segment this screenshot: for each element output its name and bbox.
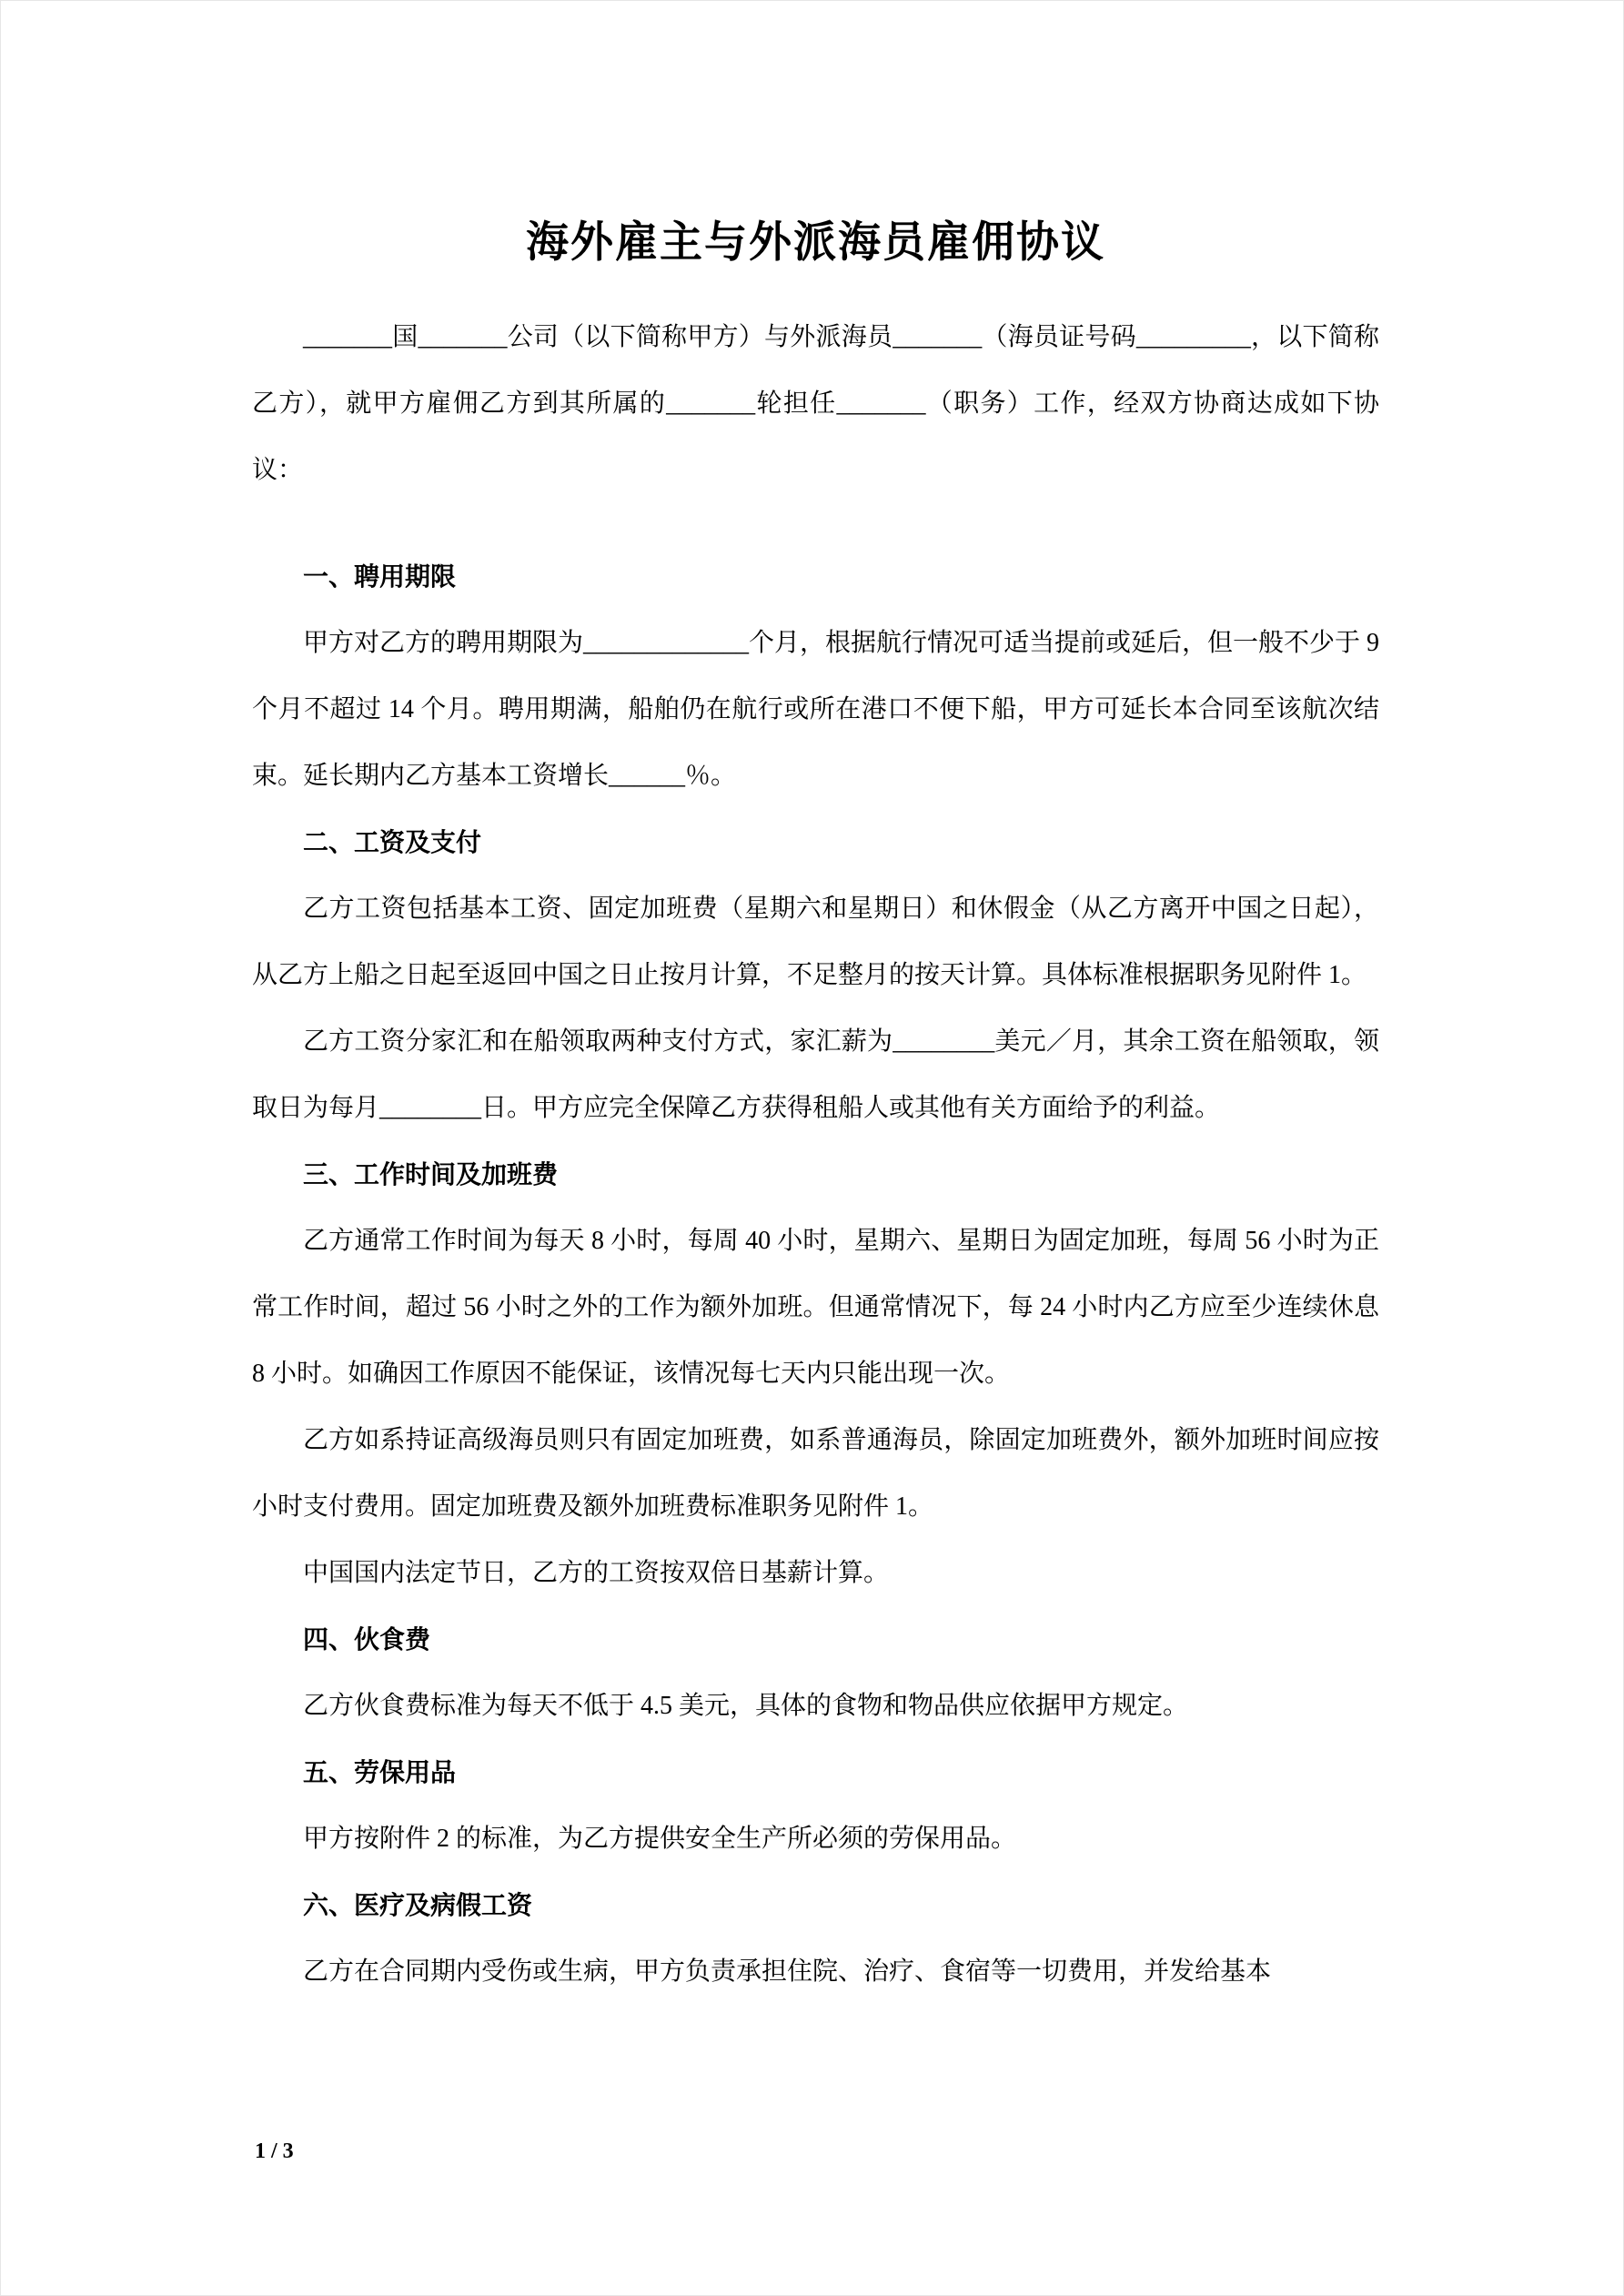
intro-paragraph: _______国_______公司（以下简称甲方）与外派海员_______（海员证号码_________，以下简称乙方），就甲方雇佣乙方到其所属的_______轮担任_______（职务）工作，经双方协商达成如下协议： — [252, 323, 1379, 484]
section-heading: 四、伙食费 — [303, 1625, 431, 1654]
section-heading: 二、工资及支付 — [303, 828, 482, 856]
section-working-hours-overtime — [252, 1141, 1379, 1606]
document-title: 海外雇主与外派海员雇佣协议 — [526, 217, 1105, 266]
section-paragraph: 乙方伙食费标准为每天不低于 4.5 美元，具体的食物和物品供应依据甲方规定。 — [303, 1692, 1189, 1720]
page-number: 1 / 3 — [255, 2139, 294, 2163]
section-labor-protection — [252, 1739, 1379, 1872]
section-heading: 五、劳保用品 — [303, 1758, 457, 1786]
section-paragraph: 中国国内法定节日，乙方的工资按双倍日基薪计算。 — [303, 1559, 890, 1587]
section-medical-sick-pay — [252, 1872, 1379, 2005]
section-heading: 一、聘用期限 — [303, 562, 457, 591]
section-heading: 三、工作时间及加班费 — [303, 1160, 559, 1188]
section-paragraph: 甲方按附件 2 的标准，为乙方提供安全生产所必须的劳保用品。 — [303, 1825, 1017, 1853]
section-food-allowance — [252, 1606, 1379, 1739]
section-heading: 六、医疗及病假工资 — [303, 1891, 533, 1919]
section-wages-payment — [252, 809, 1379, 1141]
section-paragraph: 乙方工资分家汇和在船领取两种支付方式，家汇薪为________美元／月，其余工资在船领取，领取日为每月________日。甲方应完全保障乙方获得租船人或其他有关方面给予的利益。 — [252, 1027, 1379, 1122]
section-paragraph: 乙方在合同期内受伤或生病，甲方负责承担住院、治疗、食宿等一切费用，并发给基本 — [303, 1957, 1272, 1986]
section-paragraph: 乙方工资包括基本工资、固定加班费（星期六和星期日）和休假金（从乙方离开中国之日起），从乙方上船之日起至返回中国之日止按月计算，不足整月的按天计算。具体标准根据职务见附件 1。 — [252, 895, 1379, 989]
section-paragraph: 甲方对乙方的聘用期限为_____________个月，根据航行情况可适当提前或延后，但一般不少于 9 个月不超过 14 个月。聘用期满，船舶仍在航行或所在港口不便下船，甲方可延长本合同至该航次结束。延长期内乙方基本工资增长______％。 — [252, 629, 1380, 790]
section-paragraph: 乙方如系持证高级海员则只有固定加班费，如系普通海员，除固定加班费外，额外加班时间应按小时支付费用。固定加班费及额外加班费标准职务见附件 1。 — [252, 1426, 1379, 1521]
section-paragraph: 乙方通常工作时间为每天 8 小时，每周 40 小时，星期六、星期日为固定加班，每周 56 小时为正常工作时间，超过 56 小时之外的工作为额外加班。但通常情况下，每 24 小时内乙方应至少连续休息 8 小时。如确因工作原因不能保证，该情况每七天内只能出现一次。 — [252, 1227, 1379, 1388]
section-employment-term — [252, 543, 1379, 809]
